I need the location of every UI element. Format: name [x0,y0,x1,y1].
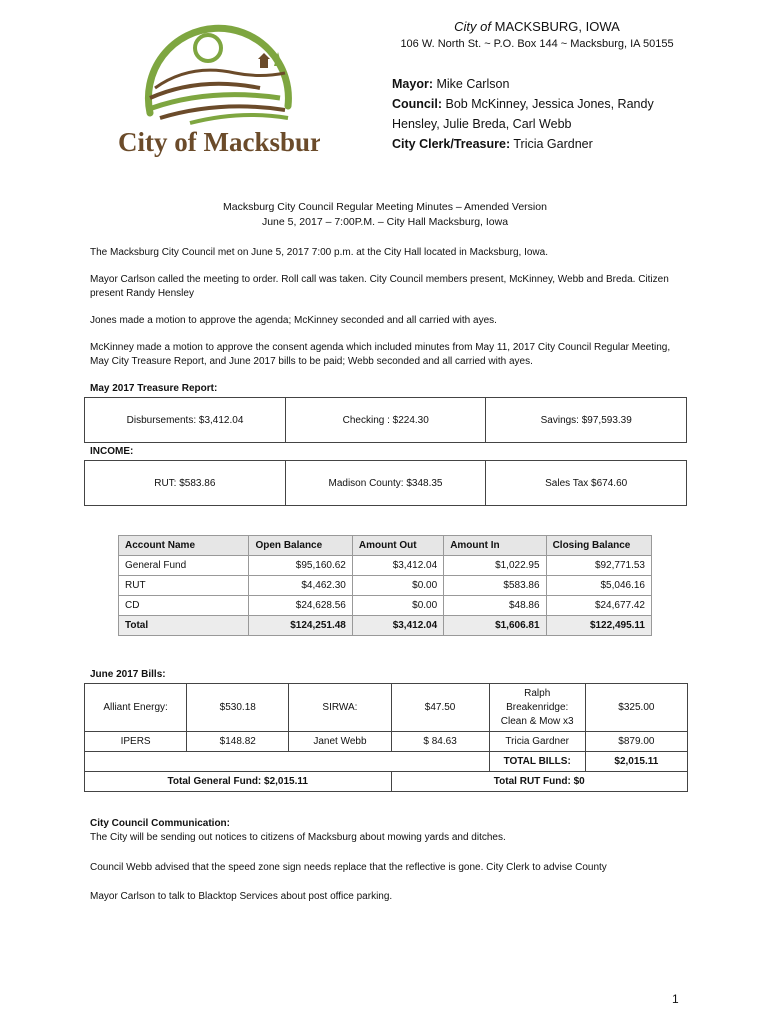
city-title [392,19,682,34]
city-prefix: City of [454,19,491,34]
page-number: 1 [672,992,679,1006]
cell: $1,022.95 [444,556,546,576]
cell: $0.00 [352,576,443,596]
total-bills-value: $2,015.11 [585,752,687,772]
clerk-name: Tricia Gardner [513,137,593,151]
city-address: 106 W. North St. ~ P.O. Box 144 ~ Macksburg, IA 50155 [400,38,674,50]
council-label: Council: [392,97,442,111]
title-line-2: June 5, 2017 – 7:00P.M. – City Hall Macksburg, Iowa [261,216,509,228]
communication-notices: The City will be sending out notices to citizens of Macksburg about mowing yards and ditches. [90,832,506,843]
paragraph-roll-call: Mayor Carlson called the meeting to order. Roll call was taken. City Council members present, McKinney, Webb and Breda. Citizen present Randy Hensley [90,274,669,299]
cell: General Fund [119,556,249,576]
table-row [85,732,688,752]
bills-table [84,683,688,792]
cell: $148.82 [187,732,289,752]
col-account-name: Account Name [119,536,249,556]
bills-heading: June 2017 Bills: [90,669,166,680]
cell: $583.86 [444,576,546,596]
cell: RUT [119,576,249,596]
cell: $124,251.48 [249,616,352,636]
checking-cell: Checking : $224.30 [286,398,486,443]
cell: $0.00 [352,596,443,616]
cell: Total [119,616,249,636]
cell: $47.50 [391,684,489,732]
col-amount-in: Amount In [444,536,546,556]
cell: $3,412.04 [352,556,443,576]
table-row [85,684,688,732]
table-row [85,752,688,772]
total-general-fund: Total General Fund: $2,015.11 [85,772,392,792]
cell: CD [119,596,249,616]
paragraph-meeting: The Macksburg City Council met on June 5, 2017 7:00 p.m. at the City Hall located in Macksburg, Iowa. [90,247,548,258]
treasure-heading: May 2017 Treasure Report: [90,383,218,394]
communication-speed-zone: Council Webb advised that the speed zone sign needs replace that the reflective is gone. City Clerk to advise County [90,862,607,873]
cell: $3,412.04 [352,616,443,636]
table-row [119,596,652,616]
rut-cell: RUT: $583.86 [85,461,286,506]
council-names: Bob McKinney, Jessica Jones, Randy Hensley, Julie Breda, Carl Webb [392,97,654,131]
total-bills-label: TOTAL BILLS: [489,752,585,772]
income-heading: INCOME: [90,446,134,457]
cell: $ 84.63 [391,732,489,752]
col-closing-balance: Closing Balance [546,536,651,556]
clerk-label: City Clerk/Treasure: [392,137,511,151]
treasure-table [84,397,687,443]
table-row [119,556,652,576]
total-row [119,616,652,636]
cell: $122,495.11 [546,616,651,636]
communication-heading: City Council Communication: [90,818,230,829]
city-name: MACKSBURG, IOWA [494,19,620,34]
city-logo [110,18,320,163]
col-amount-out: Amount Out [352,536,443,556]
paragraph-agenda: Jones made a motion to approve the agenda; McKinney seconded and all carried with ayes. [90,315,497,326]
cell: SIRWA: [289,684,391,732]
title-line-1: Macksburg City Council Regular Meeting Minutes – Amended Version [223,201,547,213]
mayor-name: Mike Carlson [436,77,510,91]
minutes-title [85,200,685,230]
logo-text: City of Macksburg [118,127,320,157]
cell: IPERS [85,732,187,752]
cell: Alliant Energy: [85,684,187,732]
cell: Janet Webb [289,732,391,752]
cell: $4,462.30 [249,576,352,596]
total-rut-fund: Total RUT Fund: $0 [391,772,687,792]
cell: $1,606.81 [444,616,546,636]
madison-cell: Madison County: $348.35 [285,461,486,506]
communication-parking: Mayor Carlson to talk to Blacktop Services about post office parking. [90,891,393,902]
cell: $325.00 [585,684,687,732]
account-header-row [119,536,652,556]
paragraph-consent: McKinney made a motion to approve the consent agenda which included minutes from May 11, 2017 City Council Regular Meeting, May City Treasure Report, and June 2017 bills to be paid; Webb seconded and all carried with ayes. [90,342,671,367]
account-table [118,535,652,636]
sales-tax-cell: Sales Tax $674.60 [486,461,687,506]
savings-cell: Savings: $97,593.39 [486,398,687,443]
cell: $24,628.56 [249,596,352,616]
col-open-balance: Open Balance [249,536,352,556]
cell: $48.86 [444,596,546,616]
disbursements-cell: Disbursements: $3,412.04 [85,398,286,443]
cell: $95,160.62 [249,556,352,576]
cell: $24,677.42 [546,596,651,616]
cell: $879.00 [585,732,687,752]
cell: $5,046.16 [546,576,651,596]
officials-block [392,74,692,154]
table-row [119,576,652,596]
table-row [85,772,688,792]
cell [85,752,490,772]
logo-graphic [110,18,320,163]
cell: $92,771.53 [546,556,651,576]
mayor-label: Mayor: [392,77,433,91]
cell: Ralph Breakenridge: Clean & Mow x3 [489,684,585,732]
cell: Tricia Gardner [489,732,585,752]
income-table [84,460,687,506]
cell: $530.18 [187,684,289,732]
